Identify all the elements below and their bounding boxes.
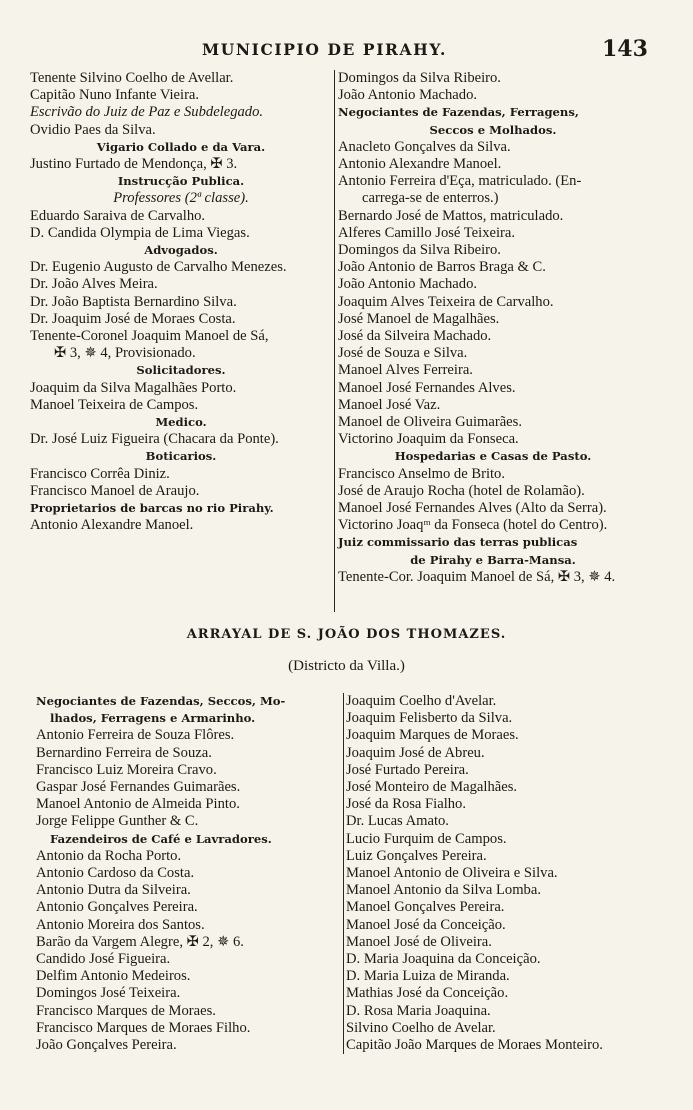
list-entry: Alferes Camillo José Teixeira. (338, 224, 516, 241)
list-entry: Gaspar José Fernandes Guimarães. (36, 779, 241, 796)
list-entry: Lucio Furquim de Campos. (346, 830, 507, 847)
list-entry: José da Rosa Fialho. (346, 796, 466, 813)
list-entry: Manoel José Fernandes Alves (Alto da Serra). (338, 500, 607, 517)
list-entry: Tenente-Coronel Joaquim Manoel de Sá, (30, 328, 269, 345)
section-heading: Seccos e Molhados. (429, 122, 557, 137)
list-entry: João Antonio de Barros Braga & C. (338, 259, 546, 276)
page-title: MUNICIPIO DE PIRAHY. (202, 40, 448, 59)
list-entry: Antonio Ferreira d'Eça, matriculado. (En- (338, 173, 582, 190)
list-entry: Manoel José Fernandes Alves. (338, 379, 516, 396)
section-heading: Vigario Collado e da Vara. (96, 139, 266, 154)
list-entry: Francisco Luiz Moreira Cravo. (36, 761, 217, 778)
section-heading: Advogados. (144, 243, 218, 258)
list-entry: Dr. João Alves Meira. (30, 276, 158, 293)
list-entry: D. Maria Joaquina da Conceição. (346, 951, 541, 968)
list-entry: Victorino Joaquim da Fonseca. (338, 431, 519, 448)
list-entry: João Antonio Machado. (338, 276, 478, 293)
list-entry: Bernardo José de Mattos, matriculado. (338, 207, 564, 224)
list-entry: Francisco Manoel de Araujo. (30, 482, 200, 499)
section-heading: Negociantes de Fazendas, Ferragens, (338, 105, 579, 120)
list-entry: Manoel Alves Ferreira. (338, 362, 473, 379)
list-entry: Capitão Nuno Infante Vieira. (30, 87, 200, 104)
list-entry: José da Silveira Machado. (338, 328, 492, 345)
list-entry: Domingos da Silva Ribeiro. (338, 70, 501, 86)
page-number: 143 (602, 36, 648, 62)
list-entry: José de Araujo Rocha (hotel de Rolamão). (338, 482, 585, 499)
page-header (0, 36, 693, 66)
list-entry: José Monteiro de Magalhães. (346, 779, 518, 796)
section-heading: Instrucção Publica. (117, 174, 245, 189)
list-entry: D. Maria Luiza de Miranda. (346, 968, 510, 985)
list-entry: Joaquim Alves Teixeira de Carvalho. (338, 293, 554, 310)
list-entry: Francisco Anselmo de Brito. (338, 465, 505, 482)
list-entry: D. Rosa Maria Joaquina. (346, 1002, 491, 1019)
section-heading: Boticarios. (145, 449, 217, 464)
list-entry: Dr. Joaquim José de Moraes Costa. (30, 310, 236, 327)
list-entry: Manoel Teixeira de Campos. (30, 396, 199, 413)
section-heading: lhados, Ferragens e Armarinho. (50, 711, 256, 726)
list-entry: Luiz Gonçalves Pereira. (346, 847, 487, 864)
section-heading: Fazendeiros de Café e Lavradores. (50, 831, 272, 846)
list-entry: Antonio Dutra da Silveira. (36, 882, 191, 899)
list-entry: Domingos José Teixeira. (36, 985, 181, 1002)
list-entry: Antonio da Rocha Porto. (36, 847, 182, 864)
list-entry: Manoel Antonio de Oliveira e Silva. (346, 865, 558, 882)
list-entry: Dr. Eugenio Augusto de Carvalho Menezes. (30, 259, 287, 276)
list-entry: Bernardino Ferreira de Souza. (36, 744, 212, 761)
list-entry: Mathias José da Conceição. (346, 985, 509, 1002)
list-entry: Domingos da Silva Ribeiro. (338, 242, 501, 259)
list-entry: Delfim Antonio Medeiros. (36, 968, 191, 985)
list-entry: Escrivão do Juiz de Paz e Subdelegado. (30, 104, 264, 121)
list-entry: Joaquim Felisberto da Silva. (346, 710, 513, 727)
list-entry: Eduardo Saraiva de Carvalho. (30, 207, 206, 224)
section-heading: Solicitadores. (136, 363, 226, 378)
list-entry: Dr. Lucas Amato. (346, 813, 449, 830)
list-entry: Francisco Marques de Moraes. (36, 1002, 216, 1019)
list-entry: João Antonio Machado. (338, 87, 478, 104)
list-entry: Manoel Antonio de Almeida Pinto. (36, 796, 240, 813)
list-entry: Antonio Moreira dos Santos. (36, 916, 205, 933)
list-entry: Antonio Ferreira de Souza Flôres. (36, 727, 235, 744)
list-entry: Silvino Coelho de Avelar. (346, 1019, 496, 1036)
section-heading: Juiz commissario das terras publicas (338, 535, 578, 550)
top-right-column (338, 70, 648, 586)
list-entry: Tenente Silvino Coelho de Avellar. (30, 70, 234, 86)
list-entry: Justino Furtado de Mendonça, ✠ 3. (30, 156, 238, 173)
top-left-column (30, 70, 332, 534)
list-entry: Capitão João Marques de Moraes Monteiro. (346, 1037, 603, 1054)
bottom-column-divider (343, 693, 344, 1054)
section-heading: Negociantes de Fazendas, Seccos, Mo- (36, 694, 286, 708)
list-entry: Barão da Vargem Alegre, ✠ 2, ✵ 6. (36, 933, 244, 950)
list-entry: Manoel José Vaz. (338, 396, 441, 413)
section-title: ARRAYAL DE S. JOÃO DOS THOMAZES. (186, 627, 507, 642)
section-subtitle: (Districto da Villa.) (288, 658, 405, 674)
list-entry: Dr. João Baptista Bernardino Silva. (30, 293, 237, 310)
list-entry: Francisco Marques de Moraes Filho. (36, 1019, 251, 1036)
section-heading: Proprietarios de barcas no rio Pirahy. (30, 501, 274, 516)
list-entry: Professores (2ª classe). (113, 190, 249, 207)
list-entry: ✠ 3, ✵ 4, Provisionado. (54, 345, 196, 362)
list-entry: Ovidio Paes da Silva. (30, 121, 156, 138)
list-entry: José de Souza e Silva. (338, 345, 468, 362)
top-column-divider (334, 70, 335, 612)
list-entry: Victorino Joaqᵐ da Fonseca (hotel do Centro). (338, 517, 608, 534)
list-entry: Anacleto Gonçalves da Silva. (338, 138, 511, 155)
section-heading: Hospedarias e Casas de Pasto. (394, 449, 592, 464)
list-entry: Joaquim da Silva Magalhães Porto. (30, 379, 237, 396)
list-entry: Manoel Gonçalves Pereira. (346, 899, 505, 916)
list-entry: Antonio Cardoso da Costa. (36, 865, 195, 882)
list-entry: João Gonçalves Pereira. (36, 1037, 177, 1054)
list-entry: José Furtado Pereira. (346, 761, 469, 778)
section-heading: de Pirahy e Barra-Mansa. (410, 552, 576, 567)
list-entry: Dr. José Luiz Figueira (Chacara da Ponte). (30, 431, 279, 448)
list-entry: carrega-se de enterros.) (362, 190, 499, 207)
list-entry: Antonio Alexandre Manoel. (338, 156, 502, 173)
list-entry: Joaquim Coelho d'Avelar. (346, 693, 497, 709)
list-entry: Candido José Figueira. (36, 951, 171, 968)
list-entry: Tenente-Cor. Joaquim Manoel de Sá, ✠ 3, ✵ 4. (338, 568, 616, 585)
list-entry: Antonio Alexandre Manoel. (30, 517, 194, 534)
list-entry: Manoel José de Oliveira. (346, 933, 492, 950)
list-entry: Joaquim Marques de Moraes. (346, 727, 519, 744)
list-entry: Manoel José da Conceição. (346, 916, 506, 933)
bottom-left-column (36, 693, 340, 1054)
list-entry: Manoel Antonio da Silva Lomba. (346, 882, 541, 899)
list-entry: Francisco Corrêa Diniz. (30, 465, 170, 482)
section-heading: Medico. (155, 415, 207, 430)
list-entry: Antonio Gonçalves Pereira. (36, 899, 198, 916)
list-entry: Jorge Felippe Gunther & C. (36, 813, 199, 830)
list-entry: Manoel de Oliveira Guimarães. (338, 414, 522, 431)
bottom-right-column (346, 693, 646, 1054)
list-entry: José Manoel de Magalhães. (338, 310, 500, 327)
list-entry: Joaquim José de Abreu. (346, 744, 485, 761)
list-entry: D. Candida Olympia de Lima Viegas. (30, 224, 250, 241)
